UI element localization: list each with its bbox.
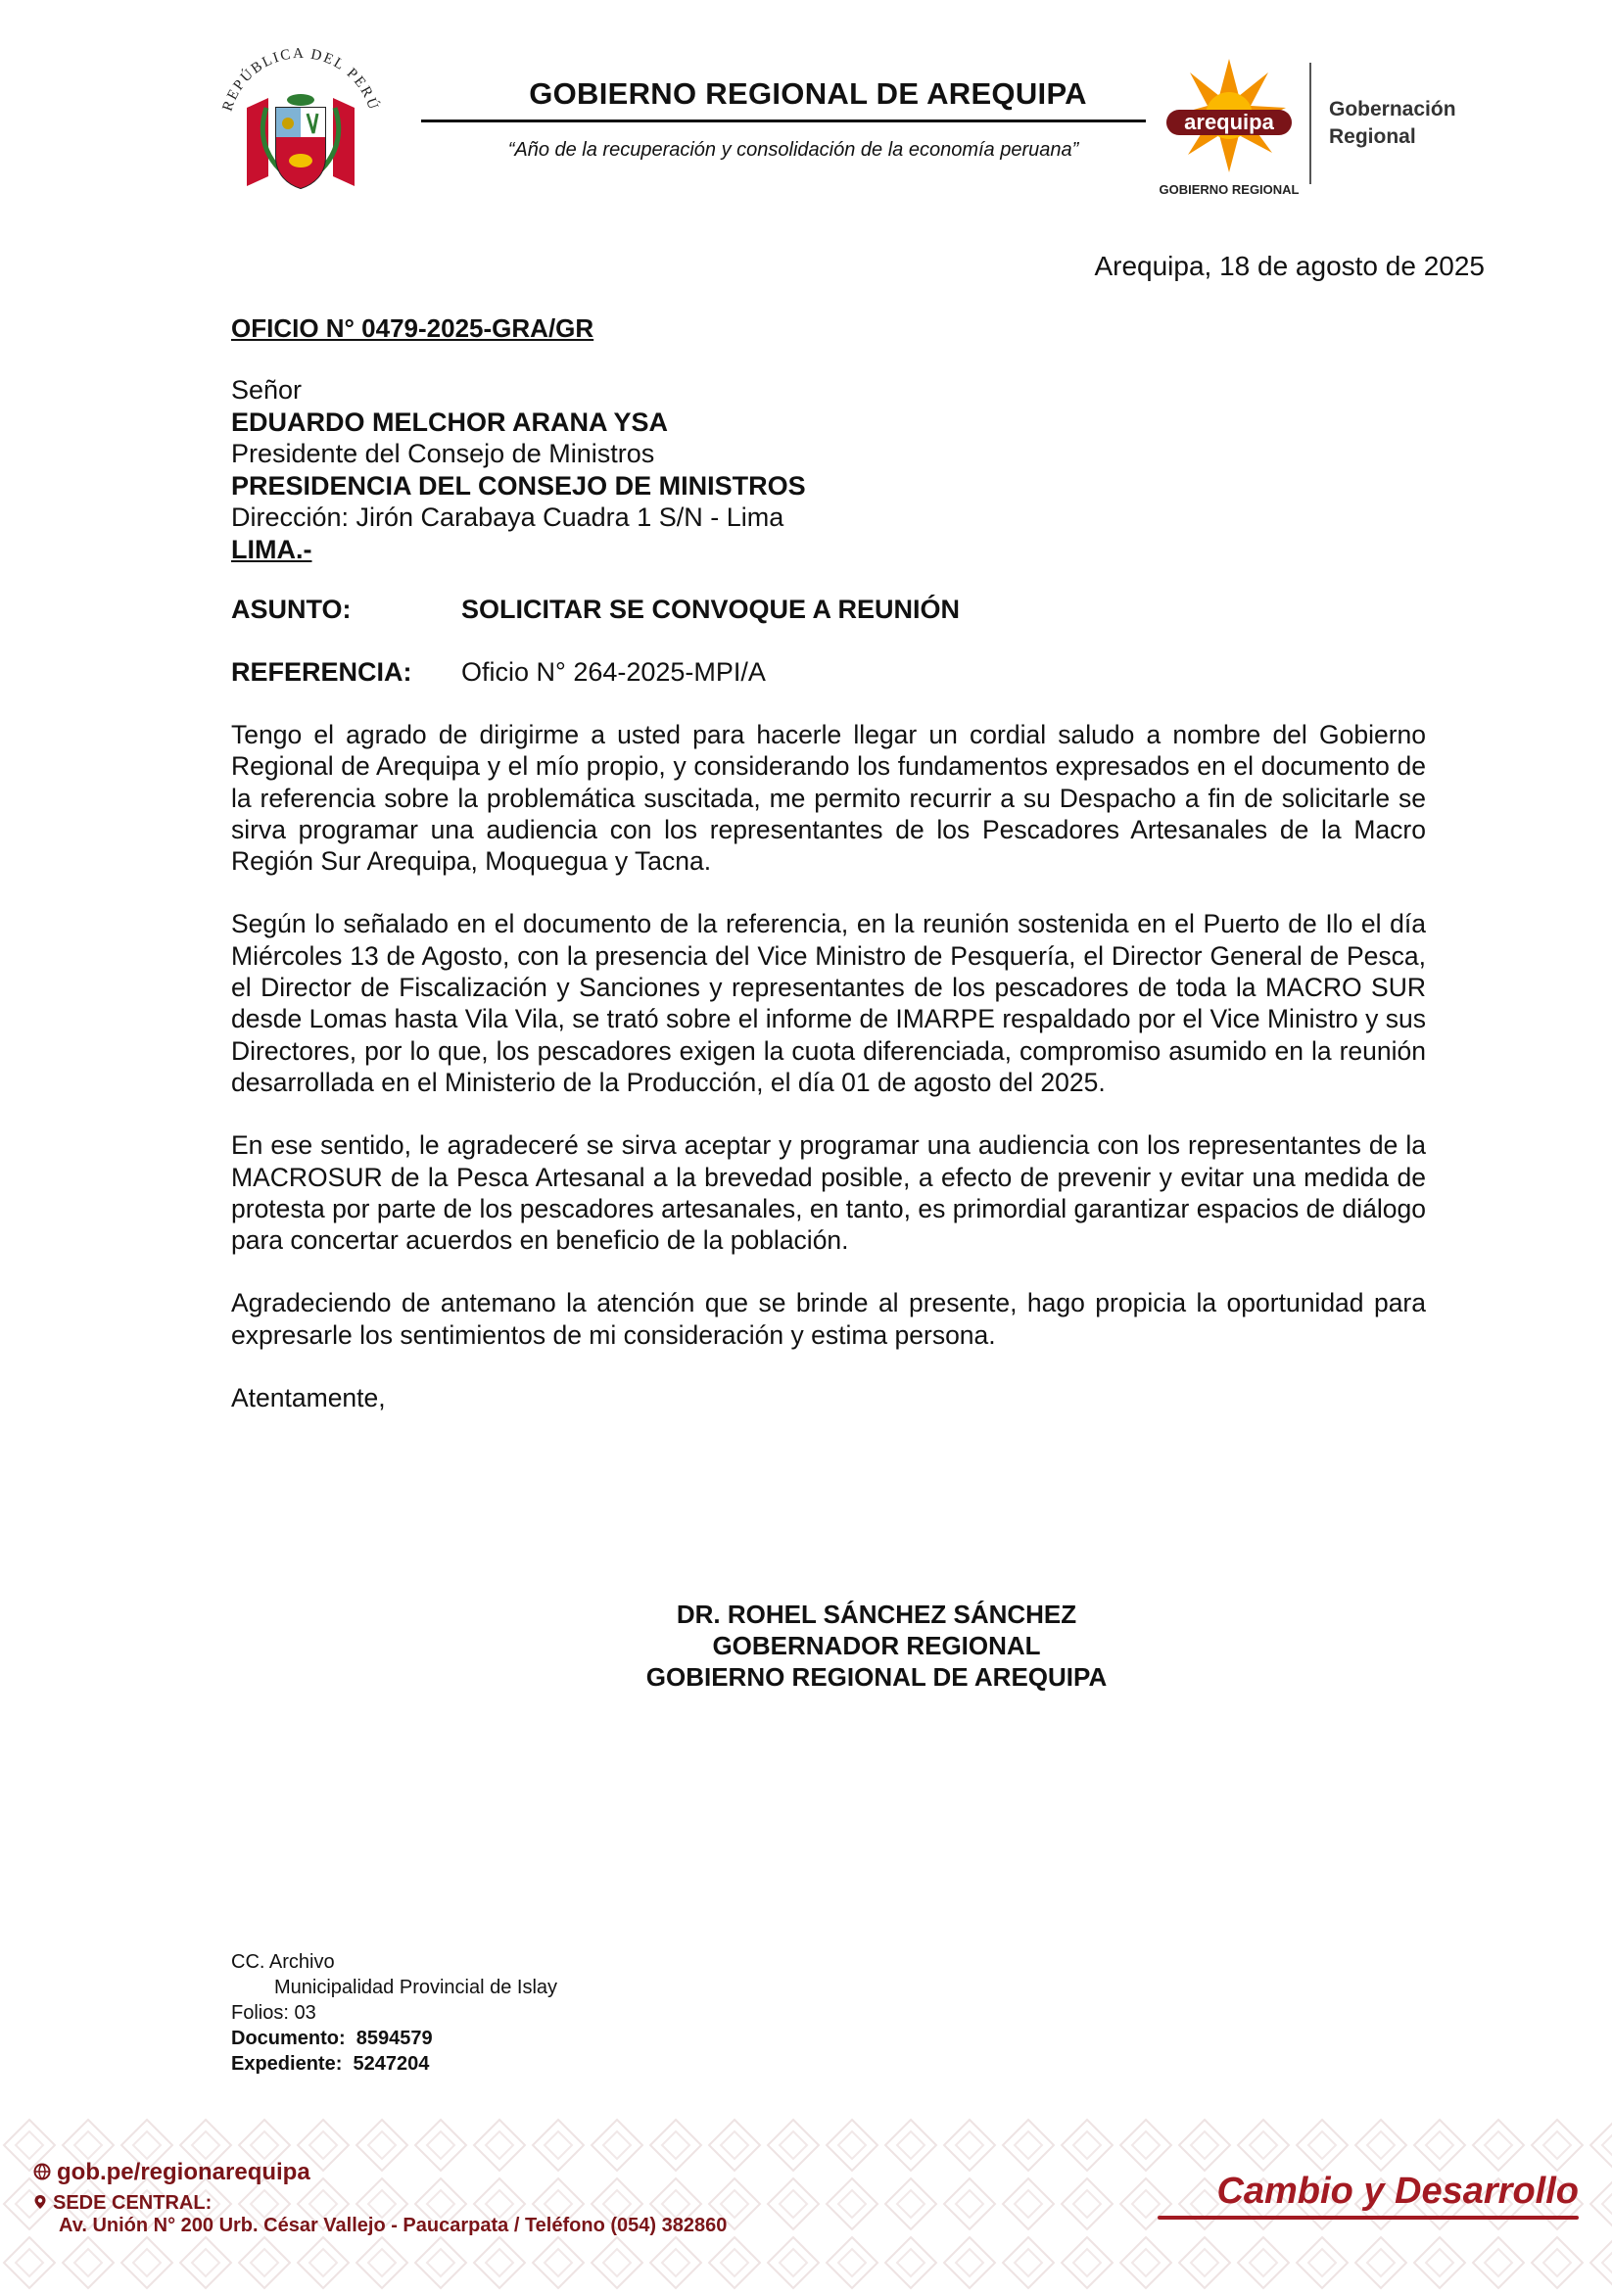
header-rule [421,120,1146,122]
sede-address: Av. Unión N° 200 Urb. César Vallejo - Paucarpata / Teléfono (054) 382860 [59,2214,728,2236]
letter-date: Arequipa, 18 de agosto de 2025 [1094,251,1485,281]
governance-label-line1: Gobernación [1329,98,1456,120]
website-text: gob.pe/regionarequipa [57,2159,310,2185]
logo-word: arequipa [1184,110,1274,134]
body-paragraph-4: Agradeciendo de antemano la atención que se brinde al presente, hago propicia la oportunidad para expresarle los sentimientos de mi consideración y estima persona. [231,1288,1426,1350]
governance-label [1329,96,1456,151]
folios: Folios: 03 [231,2002,316,2024]
globe-icon [33,2160,51,2187]
signer-name: DR. ROHEL SÁNCHEZ SÁNCHEZ [676,1600,1077,1629]
sede-label: SEDE CENTRAL: [53,2192,213,2214]
documento-label: Documento: [231,2028,346,2049]
documento-number: 8594579 [356,2028,433,2049]
expediente-line [231,2051,557,2077]
footer-address [33,2192,727,2236]
referencia-row [231,657,1406,691]
location-pin-icon [33,2193,47,2215]
logo-caption: GOBIERNO REGIONAL [1159,182,1300,197]
recipient-name: EDUARDO MELCHOR ARANA YSA [231,407,669,437]
expediente-label: Expediente: [231,2053,343,2075]
signer-title: GOBERNADOR REGIONAL [712,1631,1041,1660]
expediente-number: 5247204 [353,2053,430,2075]
cc-line1: CC. Archivo [231,1951,335,1973]
recipient-address: Dirección: Jirón Carabaya Cuadra 1 S/N - Lima [231,502,784,532]
slogan-underline [1158,2216,1579,2220]
arequipa-logo [1151,55,1307,182]
header-separator [1309,63,1311,184]
signer-org: GOBIERNO REGIONAL DE AREQUIPA [645,1662,1108,1692]
sede-label-line [33,2192,727,2215]
referencia-value: Oficio N° 264-2025-MPI/A [461,657,766,687]
referencia-label: REFERENCIA: [231,657,412,687]
signature-block [548,1599,1205,1693]
asunto-label: ASUNTO: [231,595,352,624]
documento-line [231,2026,557,2051]
salutation: Señor [231,375,303,405]
governance-label-line2: Regional [1329,125,1416,148]
asunto-row [231,595,1406,628]
cc-block [231,1949,557,2077]
recipient-institution: PRESIDENCIA DEL CONSEJO DE MINISTROS [231,470,806,501]
recipient-position: Presidente del Consejo de Ministros [231,439,655,468]
recipient-block [231,374,806,565]
body-paragraph-1: Tengo el agrado de dirigirme a usted para hacerle llegar un cordial saludo a nombre del Gobierno Regional de Arequipa y el mío propio, y considerando los fundamentos expresados en el documento de la referencia sobre la problemática suscitada, me permito recurrir a su Despacho a fin de solicitarle se sirva programar una audiencia con los representantes de los Pescadores Artesanales de la Macro Región Sur Arequipa, Moquegua y Tacna. [231,720,1426,877]
footer-website[interactable] [33,2159,310,2187]
letter-body [231,719,1426,1445]
cc-line2: Municipalidad Provincial de Islay [274,1977,558,1998]
peru-coat-of-arms [208,39,394,206]
recipient-city: LIMA.- [231,534,312,564]
body-paragraph-3: En ese sentido, le agradeceré se sirva aceptar y programar una audiencia con los representantes de la MACROSUR de la Pesca Artesanal a la brevedad posible, a efecto de prevenir y evitar una medida de protesta por parte de los pescadores artesanales, en tanto, es primordial garantizar espacios de diálogo para concertar acuerdos en beneficio de la población. [231,1130,1426,1256]
asunto-value: SOLICITAR SE CONVOQUE A REUNIÓN [461,595,961,624]
oficio-number: OFICIO N° 0479-2025-GRA/GR [231,313,594,343]
footer-slogan: Cambio y Desarrollo [1216,2171,1579,2212]
institution-title: GOBIERNO REGIONAL DE AREQUIPA [529,76,1087,111]
year-motto: “Año de la recuperación y consolidación de la economía peruana” [507,139,1079,161]
seal-text: REPÚBLICA DEL PERÚ [219,45,382,114]
closing: Atentamente, [231,1383,386,1413]
body-paragraph-2: Según lo señalado en el documento de la referencia, en la reunión sostenida en el Puerto de Ilo el día Miércoles 13 de Agosto, con la presencia del Vice Ministro de Pesquería, el Director General de Pesca, el Director de Fiscalización y Sanciones y representantes de los pescadores de toda la MACRO SUR desde Lomas hasta Vila Vila, se trató sobre el informe de IMARPE respaldado por el Vice Ministro y sus Directores, por lo que, los pescadores exigen la cuota diferenciada, compromiso asumido en la reunión desarrollada en el Ministerio de la Producción, el día 01 de agosto del 2025. [231,909,1426,1097]
